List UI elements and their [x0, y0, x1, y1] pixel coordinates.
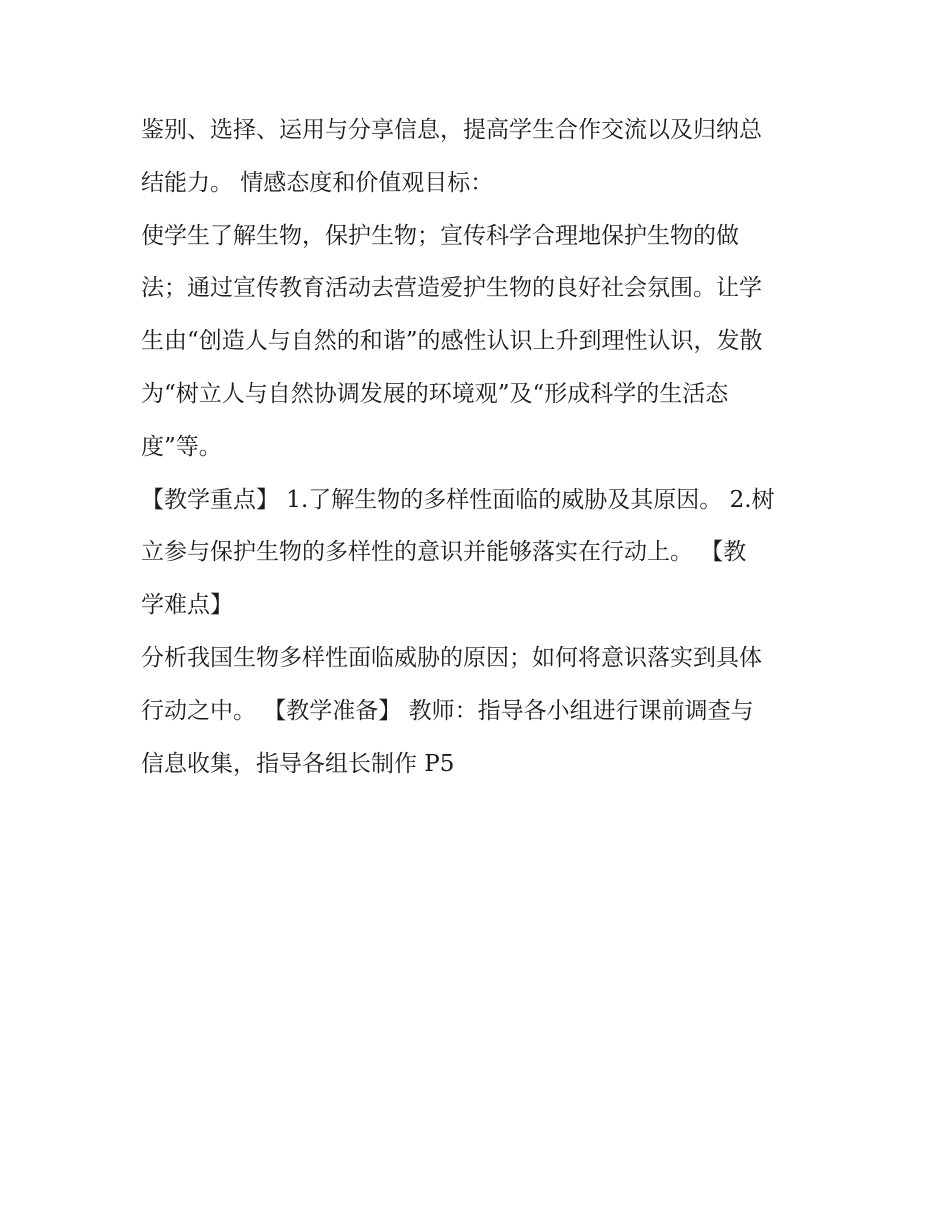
text-line: 立参与保护生物的多样性的意识并能够落实在行动上。 【教: [141, 539, 747, 566]
body-text: [141, 109, 831, 795]
text-line: 法；通过宣传教育活动去营造爱护生物的良好社会氛围。让学: [141, 275, 762, 302]
text-line: 鉴别、选择、运用与分享信息，提高学生合作交流以及归纳总: [141, 117, 762, 143]
text-line: 学难点】: [141, 592, 233, 619]
text-line: 行动之中。 【教学准备】 教师：指导各小组进行课前调查与: [141, 697, 754, 724]
text-line: 【教学重点】 1.了解生物的多样性面临的威胁及其原因。 2.树: [141, 486, 775, 513]
text-line: 分析我国生物多样性面临威胁的原因；如何将意识落实到具体: [141, 644, 762, 671]
text-line: 使学生了解生物，保护生物；宣传科学合理地保护生物的做: [141, 222, 739, 249]
text-line: 为“树立人与自然协调发展的环境观”及“形成科学的生活态: [141, 380, 729, 407]
text-line: 度”等。: [141, 433, 222, 460]
text-line: 生由“创造人与自然的和谐”的感性认识上升到理性认识，发散: [141, 328, 763, 355]
text-line: 结能力。 情感态度和价值观目标：: [141, 169, 494, 196]
text-line: 信息收集，指导各组长制作 P5: [141, 750, 455, 777]
